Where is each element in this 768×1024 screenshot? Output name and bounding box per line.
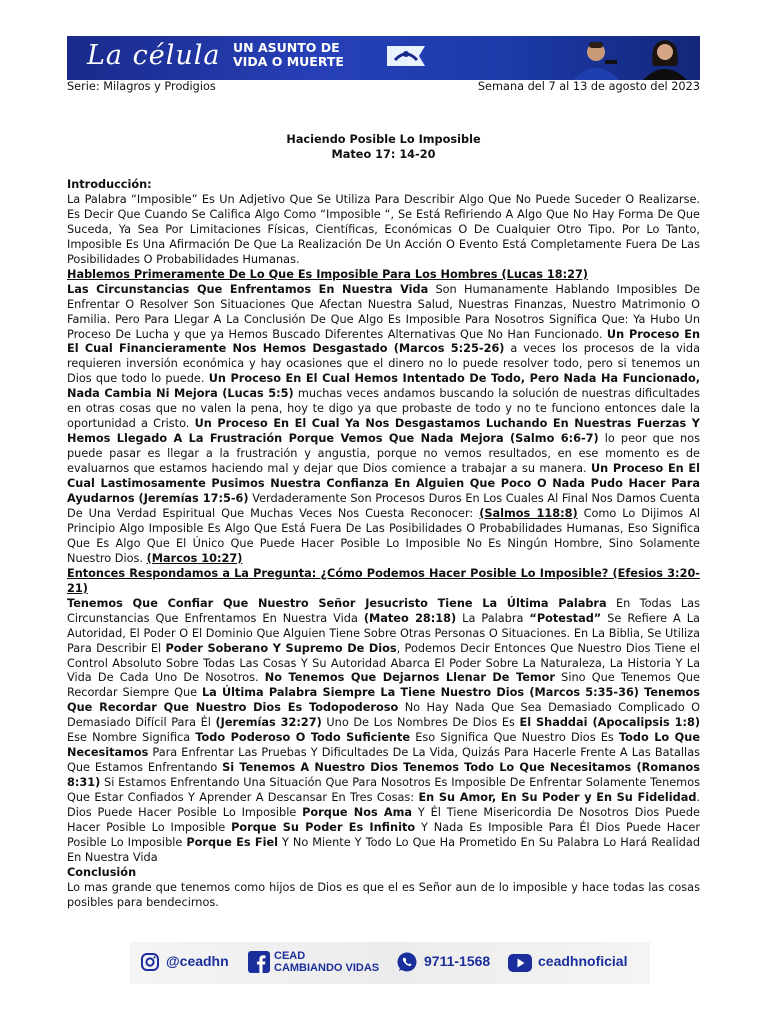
s1-bold-5: Un Proceso En El Cual Lastimosamente Pusimos Nuestra Confianza En Alguien Que Poco O Nada Pudo Hacer Para Ayudarnos (Jeremías 17:5-6) xyxy=(67,462,700,506)
s2-text-9: Eso Significa Que Nuestro Dios Es xyxy=(410,731,619,745)
youtube-channel[interactable]: ceadhnoficial xyxy=(538,953,628,969)
s2-text-5: Sino Que Tenemos Que Recordar Siempre Que xyxy=(67,671,700,700)
s1-text-6: Como Lo Dijimos Al Principio Algo Imposible Es Algo Que Está Fuera De Las Posibilidades O Probabilidades Humanas, Eso Significa Que Es Algo Que El Único Que Puede Hacer Posible Lo Imposible No Es Ningún Hombre, Sino Solamente Nuestro Dios. xyxy=(67,506,701,565)
s2-bold-5: No Tenemos Que Dejarnos Llenar De Temor xyxy=(264,671,555,685)
s2-text-10: Para Enfrentar Las Pruebas Y Dificultades De La Vida, Quizás Para Hacerle Frente A Las Batallas Que Estamos Enfrentando xyxy=(67,746,700,775)
document-title xyxy=(67,132,700,162)
pastora-photo-icon xyxy=(635,36,695,80)
youtube-icon[interactable] xyxy=(508,954,532,972)
facebook-icon[interactable] xyxy=(248,951,270,973)
s2-text-1: En Todas Las Circunstancias Que Enfrentamos En Nuestra Vida xyxy=(67,596,700,625)
s2-text-3: Se Refiere A La Autoridad, El Poder O El Dominio Que Alguien Tiene Sobre Otras Personas O Situaciones. En La Biblia, Se Utiliza Para Describir El xyxy=(67,611,700,655)
s2-bold-4: Poder Soberano Y Supremo De Dios xyxy=(165,641,397,655)
s2-text-12: . Dios Puede Hacer Posible Lo Imposible xyxy=(67,791,700,820)
whatsapp-number[interactable]: 9711-1568 xyxy=(424,953,491,969)
section2-paragraph xyxy=(67,567,700,866)
s2-bold-13: Porque Nos Ama xyxy=(302,806,413,820)
s2-bold-8: El Shaddai (Apocalipsis 1:8) xyxy=(519,716,701,730)
s2-text-6: No Hay Nada Que Sea Demasiado Complicado O Demasiado Difícil Para Él xyxy=(67,701,701,730)
instagram-icon[interactable] xyxy=(140,952,160,972)
facebook-line1: CEAD xyxy=(274,950,306,962)
s2-bold-12: En Su Amor, En Su Poder y En Su Fidelidad xyxy=(418,791,697,805)
week-label: Semana del 7 al 13 de agosto del 2023 xyxy=(477,80,700,93)
conclusion-section xyxy=(67,865,700,910)
title-line1: Haciendo Posible Lo Imposible xyxy=(286,133,481,146)
whatsapp-icon[interactable] xyxy=(396,951,418,973)
section1-heading: Hablemos Primeramente De Lo Que Es Imposible Para Los Hombres (Lucas 18:27) xyxy=(67,267,588,281)
banner-slogan xyxy=(233,41,344,69)
facebook-page[interactable] xyxy=(274,950,379,974)
pastor-photo-icon xyxy=(567,38,625,80)
section2-heading: Entonces Respondamos a La Pregunta: ¿Cómo Podemos Hacer Posible Lo Imposible? (Efesios 3:20-21) xyxy=(67,566,700,595)
section1-paragraph xyxy=(67,268,700,567)
s2-bold-9: Todo Poderoso O Todo Suficiente xyxy=(195,731,411,745)
series-label: Serie: Milagros y Prodigios xyxy=(67,80,216,93)
s2-bold-14: Porque Su Poder Es Infinito xyxy=(231,820,416,834)
s1-text-5: Verdaderamente Son Procesos Duros En Los Cuales Al Final Nos Damos Cuenta De Una Verdad Espiritual Que Muchas Veces Nos Cuesta Reconocer: xyxy=(67,492,700,520)
s1-text-2: a veces los procesos de la vida requieren inversión económica y hay ocasiones que el dinero no lo puede resolver todo, pero si tenemos un Dios que todo lo puede. xyxy=(67,342,700,386)
s2-bold-15: Porque Es Fiel xyxy=(186,835,279,849)
s2-bold-11: Si Tenemos A Nuestro Dios Tenemos Todo Lo Que Necesitamos (Romanos 8:31) xyxy=(67,761,700,790)
social-footer xyxy=(130,942,650,984)
s2-text-13: Y Él Tiene Misericordia De Nosotros Dios Puede Hacer Posible Lo Imposible xyxy=(67,806,700,834)
s2-bold-3: “Potestad” xyxy=(529,611,602,625)
conclusion-heading: Conclusión xyxy=(67,866,137,879)
intro-paragraph: La Palabra “Imposible” Es Un Adjetivo Que Se Utiliza Para Describir Algo Que No Puede Suceder O Realizarse. Es Decir Que Cuando Se Califica Algo Como “Imposible “, Se Está Refiriendo A Algo Que No Hay Forma De Que Suceda, Ya Sea Por Limitaciones Físicas, Científicas, Económicas O De Cualquier Otro Tipo. Por Lo Tanto, Imposible Es Una Afirmación De Que La Realización De Un Acción O Evento Está Completamente Fuera De Las Posibilidades O Probabilidades Humanas. xyxy=(67,192,700,266)
facebook-line2: CAMBIANDO VIDAS xyxy=(274,962,380,974)
header-banner xyxy=(67,36,700,80)
s2-text-4: , Podemos Decir Entonces Que Nuestro Dios Tiene el Control Absoluto Sobre Todas Las Cosas Y Su Autoridad Abarca El Poder Sobre La Naturaleza, La Historia Y La Vida De Cada Uno De Nosotros. xyxy=(67,641,701,685)
s2-bold-10: Todo Lo Que Necesitamos xyxy=(67,731,700,760)
s2-text-15: Y No Miente Y Todo Lo Que Ha Prometido En Su Palabra Lo Hará Realidad En Nuestra Vida xyxy=(67,835,700,864)
s2-text-7: Uno De Los Nombres De Dios Es xyxy=(321,716,520,730)
conclusion-text: Lo mas grande que tenemos como hijos de Dios es que el es Señor aun de lo imposible y hace todas las cosas posibles para bendecirnos. xyxy=(67,881,700,909)
banner-slogan-line1: UN ASUNTO DE xyxy=(233,40,340,55)
instagram-handle[interactable]: @ceadhn xyxy=(166,953,229,969)
s2-text-2: La Palabra xyxy=(456,611,530,625)
document-body xyxy=(67,178,700,866)
s1-text-4: lo peor que nos puede pasar es llegar a la frustración y angustia, porque no vemos resultados, en ese momento es de evaluarnos que estamos haciendo mal y dejar que Dios comience a trabajar a su manera. xyxy=(67,432,700,476)
s1-bold-3: Un Proceso En El Cual Hemos Intentado De Todo, Pero Nada Ha Funcionado, Nada Cambia Ni Mejora (Lucas 5:5) xyxy=(67,372,701,401)
s1-bold-2: Un Proceso En El Cual Financieramente Nos Hemos Desgastado (Marcos 5:25-26) xyxy=(67,327,700,356)
s1-text-3: muchas veces andamos buscando la solución de nuestras dificultades en otras cosas que no valen la pena, hoy te digo ya que probaste de todo y no te funciono entonces dale la oportunidad a Cristo. xyxy=(67,387,700,431)
s2-text-8: Ese Nombre Significa xyxy=(67,731,196,745)
s1-text-1: Son Humanamente Hablando Imposibles De Enfrentar O Resolver Son Situaciones Que Afectan Nuestra Salud, Nuestras Finanzas, Nuestro Matrimonio O Familia. Pero Para Llegar A La Conclusión De Que Algo Es Imposible Para Nosotros Significa Que: Ya Hubo Un Proceso De Lucha y que ya Hemos Buscado Diferentes Alternativas Que No Han Funcionado. xyxy=(67,282,700,341)
s1-bold-1: Las Circunstancias Que Enfrentamos En Nuestra Vida xyxy=(67,282,429,296)
banner-slogan-line2: VIDA O MUERTE xyxy=(233,54,344,69)
s2-text-14: Y Nada Es Imposible Para Él Dios Puede Hacer Posible Lo Imposible xyxy=(67,820,701,849)
s2-text-11: Si Estamos Enfrentando Una Situación Que Para Nosotros Es Imposible De Enfrentar Solamente Tenemos Que Estar Confiados Y Aprender A Descansar En Tres Cosas: xyxy=(67,776,700,805)
s2-bold-7: (Jeremías 32:27) xyxy=(215,716,322,730)
flag-logo-icon xyxy=(385,43,429,69)
banner-script-title: La célula xyxy=(87,40,221,71)
s2-bold-6: La Última Palabra Siempre La Tiene Nuestro Dios (Marcos 5:35-36) Tenemos Que Recordar Que Nuestro Dios Es Todopoderoso xyxy=(67,686,700,715)
s1-ref-marcos: (Marcos 10:27) xyxy=(146,551,243,565)
s1-bold-4: Un Proceso En El Cual Ya Nos Desgastamos Luchando En Nuestras Fuerzas Y Hemos Llegado A La Frustración Porque Vemos Que Nada Mejora (Salmo 6:6-7) xyxy=(67,417,700,446)
s2-bold-1: Tenemos Que Confiar Que Nuestro Señor Jesucristo Tiene La Última Palabra xyxy=(67,596,607,610)
s1-ref-salmos: (Salmos 118:8) xyxy=(479,506,578,520)
s2-bold-2: (Mateo 28:18) xyxy=(363,611,457,625)
intro-heading: Introducción: xyxy=(67,178,152,191)
title-line2: Mateo 17: 14-20 xyxy=(331,148,436,161)
